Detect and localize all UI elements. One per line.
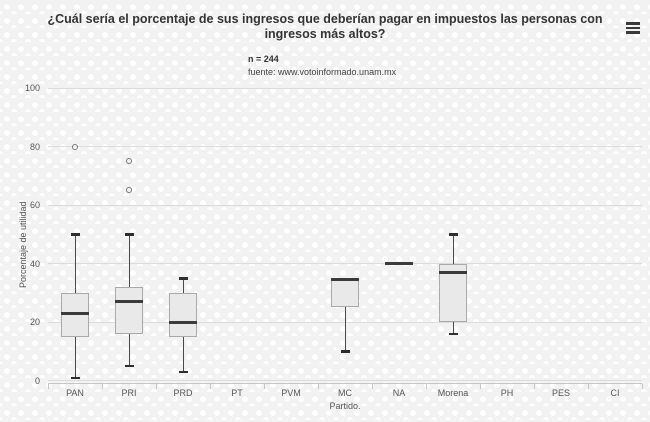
x-category-label-PAN: PAN <box>66 388 84 398</box>
y-tick-label-0: 0 <box>34 375 40 386</box>
x-category-label-NA: NA <box>392 388 406 398</box>
gridline-y-80 <box>48 146 642 147</box>
y-tick-label-60: 60 <box>29 200 40 210</box>
y-tick-label-100: 100 <box>24 83 40 93</box>
x-category-label-PRD: PRD <box>173 388 193 398</box>
sample-size-label: n = 244 <box>248 54 279 64</box>
y-tick-label-80: 80 <box>29 141 40 152</box>
source-label: fuente: www.votoinformado.unam.mx <box>248 67 397 77</box>
whisker-cap-upper-PRI <box>125 233 134 236</box>
whisker-cap-lower-MC <box>341 350 350 353</box>
x-category-label-PVM: PVM <box>281 388 301 398</box>
x-axis-line <box>48 383 642 384</box>
outlier-PAN-80[interactable] <box>72 144 78 150</box>
gridline-y-40 <box>48 263 642 264</box>
whisker-lower-PAN <box>75 337 76 378</box>
chart-title: ¿Cuál sería el porcentaje de sus ingresos que deberían pagar en impuestos las personas con ingresos más altos? <box>47 12 603 41</box>
gridline-y-60 <box>48 205 642 206</box>
boxplot-box-PRD[interactable] <box>169 293 197 337</box>
y-tick-label-40: 40 <box>29 258 40 269</box>
x-category-label-PH: PH <box>500 388 514 398</box>
gridline-y-100 <box>48 88 642 89</box>
whisker-upper-PRD <box>183 278 184 293</box>
x-category-label-Morena: Morena <box>437 388 469 398</box>
x-axis-title: Partido. <box>329 401 361 411</box>
outlier-PRI-65[interactable] <box>126 187 132 193</box>
chart-subtitle <box>248 54 396 77</box>
x-category-label-PT: PT <box>231 388 243 398</box>
median-line-MC[interactable] <box>331 278 359 281</box>
median-line-NA[interactable] <box>385 262 413 265</box>
hamburger-menu-icon[interactable] <box>622 19 644 37</box>
whisker-lower-MC <box>345 307 346 351</box>
x-category-label-MC: MC <box>338 388 352 398</box>
outlier-PRI-75[interactable] <box>126 158 132 164</box>
x-axis-tick <box>642 384 643 389</box>
whisker-cap-lower-PAN <box>71 377 80 380</box>
x-category-label-PES: PES <box>551 388 570 398</box>
whisker-upper-PRI <box>129 234 130 287</box>
median-line-PAN[interactable] <box>61 312 89 315</box>
whisker-cap-upper-Morena <box>449 233 458 236</box>
y-tick-label-20: 20 <box>29 317 40 327</box>
boxplot-box-MC[interactable] <box>331 278 359 307</box>
median-line-PRD[interactable] <box>169 321 197 324</box>
whisker-upper-PAN <box>75 234 76 293</box>
x-category-label-PRI: PRI <box>121 388 137 398</box>
x-category-label-CI: CI <box>610 388 620 398</box>
median-line-PRI[interactable] <box>115 300 143 303</box>
gridline-y-0 <box>48 380 642 381</box>
whisker-lower-PRI <box>129 334 130 366</box>
whisker-cap-lower-PRI <box>125 365 134 368</box>
whisker-cap-lower-Morena <box>449 333 458 336</box>
y-axis-title: Porcentaje de utilidad <box>18 201 28 288</box>
median-line-Morena[interactable] <box>439 271 467 274</box>
whisker-lower-PRD <box>183 337 184 372</box>
whisker-cap-lower-PRD <box>179 371 188 374</box>
boxplot-box-PRI[interactable] <box>115 287 143 334</box>
whisker-cap-upper-PRD <box>179 277 188 280</box>
whisker-cap-upper-PAN <box>71 233 80 236</box>
whisker-upper-Morena <box>453 234 454 263</box>
